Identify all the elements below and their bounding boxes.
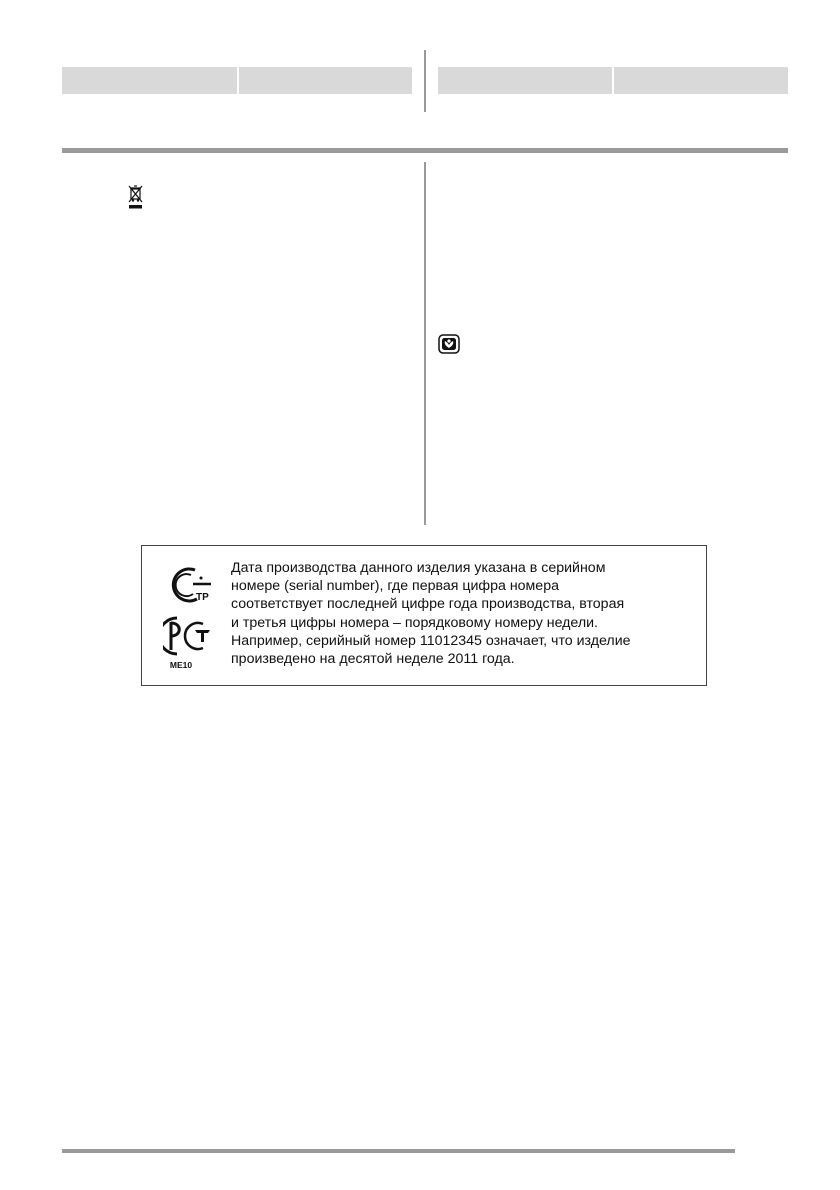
section-divider: [62, 148, 788, 153]
production-date-text: [231, 559, 701, 668]
svg-text:ТР: ТР: [196, 592, 209, 603]
body-column-divider: [424, 162, 426, 525]
info-line: Например, серийный номер 11012345 означает, что изделие: [231, 632, 631, 649]
rst-gost-certification-mark: [163, 614, 213, 658]
info-line: и третья цифры номера – порядковому номеру недели.: [231, 614, 598, 631]
environment-flower-icon: [438, 334, 460, 354]
production-date-info-box: [141, 545, 707, 686]
info-line: номере (serial number), где первая цифра номера: [231, 578, 559, 595]
footer-divider: [62, 1149, 735, 1153]
info-line: соответствует последней цифре года производства, вторая: [231, 596, 625, 613]
info-line: Дата производства данного изделия указана в серийном: [231, 560, 606, 576]
eac-tr-certification-mark: [163, 562, 213, 608]
certification-code: ME10: [169, 660, 193, 670]
header-bar-right-divider: [612, 67, 614, 94]
info-line: произведено на десятой неделе 2011 года.: [231, 651, 515, 668]
crossed-out-wheelie-bin-icon: [127, 184, 145, 210]
header-column-divider: [424, 50, 426, 112]
header-bar-left-divider: [237, 67, 239, 94]
